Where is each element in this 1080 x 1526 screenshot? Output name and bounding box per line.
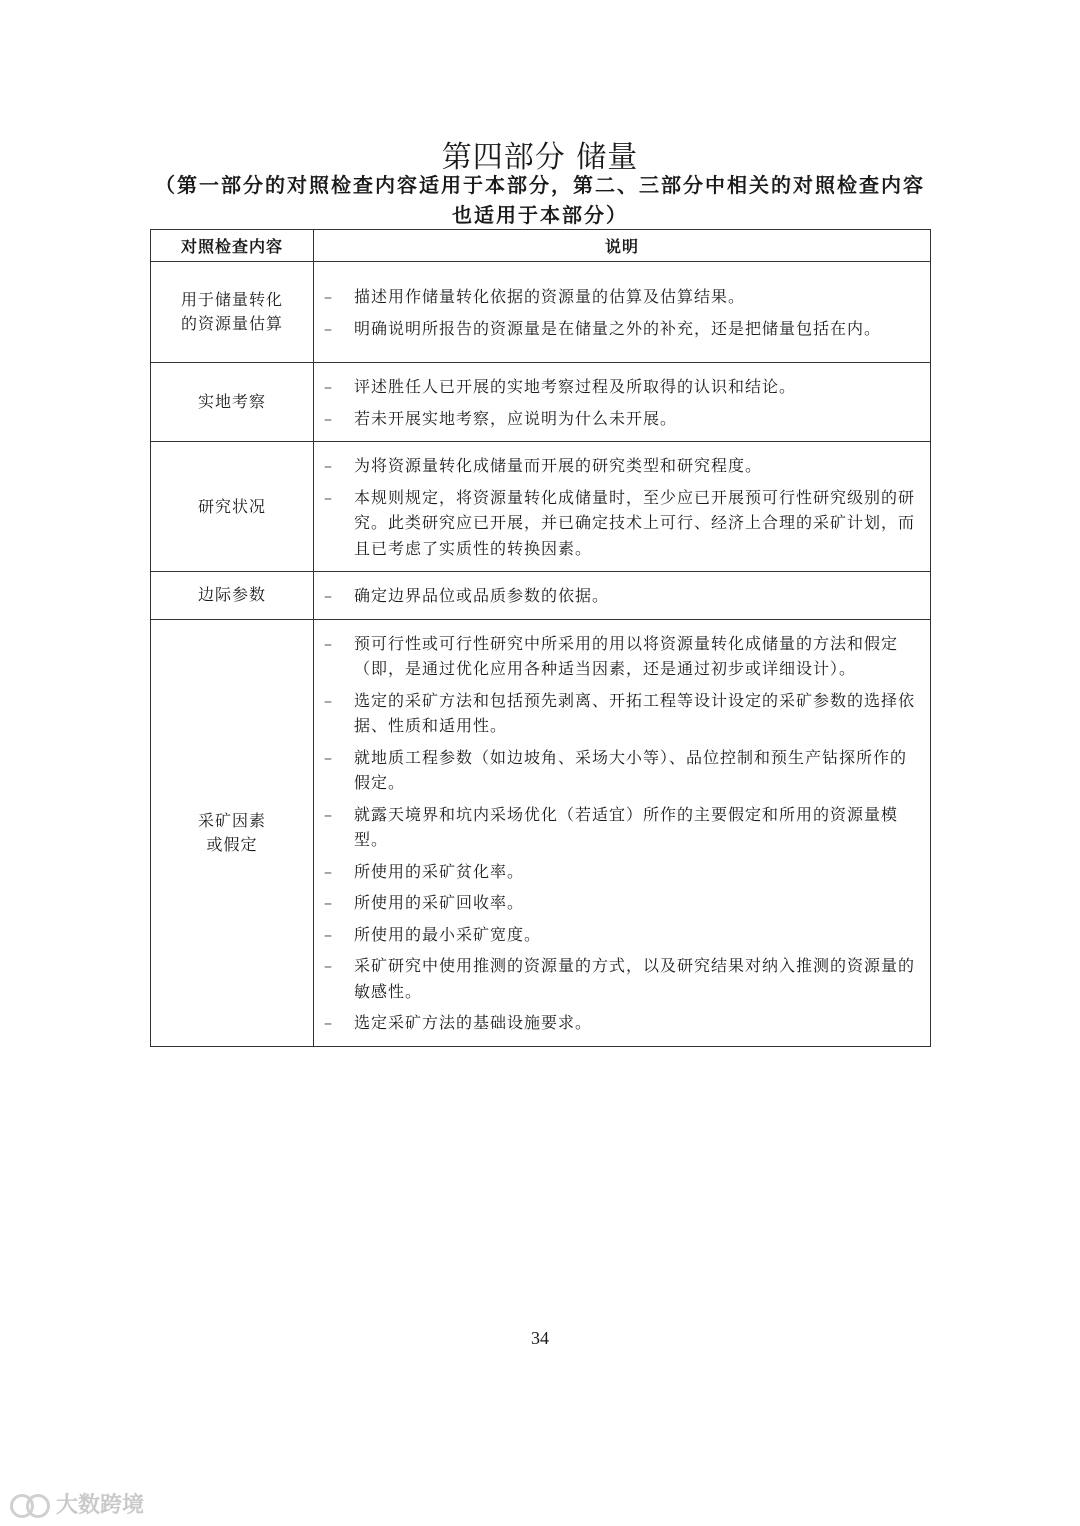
list-item: – 评述胜任人已开展的实地考察过程及所取得的认识和结论。 <box>324 374 920 400</box>
category-text: 用于储量转化的资源量估算 <box>180 290 283 333</box>
page-number: 34 <box>531 1328 549 1348</box>
table-row <box>151 619 931 1046</box>
section-title: 第四部分 储量 <box>441 140 639 175</box>
dash-marker: – <box>324 804 333 824</box>
list-item: – 所使用的采矿回收率。 <box>324 890 920 916</box>
row-description <box>314 619 931 1046</box>
list-item: – 选定采矿方法的基础设施要求。 <box>324 1010 920 1036</box>
table-row <box>151 262 931 363</box>
dash-marker: – <box>324 377 333 396</box>
dash-marker: – <box>324 956 333 975</box>
list-item: – 明确说明所报告的资源量是在储量之外的补充，还是把储量包括在内。 <box>324 316 920 342</box>
list-item: – 就露天境界和坑内采场优化（若适宜）所作的主要假定和所用的资源量模型。 <box>324 802 920 853</box>
list-item: – 选定的采矿方法和包括预先剥离、开拓工程等设计设定的采矿参数的选择依据、性质和适用性。 <box>324 688 920 739</box>
watermark <box>10 1488 144 1519</box>
row-category <box>151 619 314 1046</box>
dash-marker: – <box>324 487 333 507</box>
dash-marker: – <box>324 747 333 767</box>
dash-marker: – <box>324 633 333 653</box>
row-description <box>314 442 931 572</box>
dash-marker: – <box>324 456 333 475</box>
header-check-item: 对照检查内容 <box>151 230 314 262</box>
dash-marker: – <box>324 318 333 338</box>
table-row <box>151 363 931 442</box>
row-description <box>314 572 931 620</box>
row-description <box>314 363 931 442</box>
list-item: – 采矿研究中使用推测的资源量的方式，以及研究结果对纳入推测的资源量的敏感性。 <box>324 953 920 1004</box>
dash-marker: – <box>324 287 333 306</box>
row-category <box>151 262 314 363</box>
watermark-text: 大数跨境 <box>56 1493 145 1518</box>
row-category: 实地考察 <box>151 363 314 442</box>
list-item: – 就地质工程参数（如边坡角、采场大小等）、品位控制和预生产钻探所作的假定。 <box>324 745 920 796</box>
list-item: – 确定边界品位或品质参数的依据。 <box>324 583 920 609</box>
dash-marker: – <box>324 586 333 605</box>
list-item: – 本规则规定，将资源量转化成储量时，至少应已开展预可行性研究级别的研究。此类研究应已开展，并已确定技术上可行、经济上合理的采矿计划，而且已考虑了实质性的转换因素。 <box>324 485 920 562</box>
list-item: – 描述用作储量转化依据的资源量的估算及估算结果。 <box>324 284 920 310</box>
dash-marker: – <box>324 924 333 944</box>
row-category: 研究状况 <box>151 442 314 572</box>
table-header-row <box>151 230 931 262</box>
dash-marker: – <box>324 893 333 912</box>
watermark-logo-icon <box>10 1491 50 1517</box>
table-row <box>151 572 931 620</box>
table-row <box>151 442 931 572</box>
category-text: 采矿因素或假定 <box>197 810 266 854</box>
header-description: 说明 <box>314 230 931 262</box>
list-item: – 若未开展实地考察，应说明为什么未开展。 <box>324 406 920 432</box>
row-category: 边际参数 <box>151 572 314 620</box>
checklist-table <box>150 229 931 1047</box>
row-description <box>314 262 931 363</box>
dash-marker: – <box>324 408 333 428</box>
list-item: – 为将资源量转化成储量而开展的研究类型和研究程度。 <box>324 453 920 479</box>
dash-marker: – <box>324 861 333 881</box>
dash-marker: – <box>324 1013 333 1032</box>
list-item: – 所使用的最小采矿宽度。 <box>324 922 920 948</box>
dash-marker: – <box>324 690 333 710</box>
list-item: – 预可行性或可行性研究中所采用的用以将资源量转化成储量的方法和假定（即，是通过优化应用各种适当因素，还是通过初步或详细设计）。 <box>324 631 920 682</box>
list-item: – 所使用的采矿贫化率。 <box>324 859 920 885</box>
section-subtitle: （第一部分的对照检查内容适用于本部分，第二、三部分中相关的对照检查内容也适用于本部分） <box>155 173 925 227</box>
